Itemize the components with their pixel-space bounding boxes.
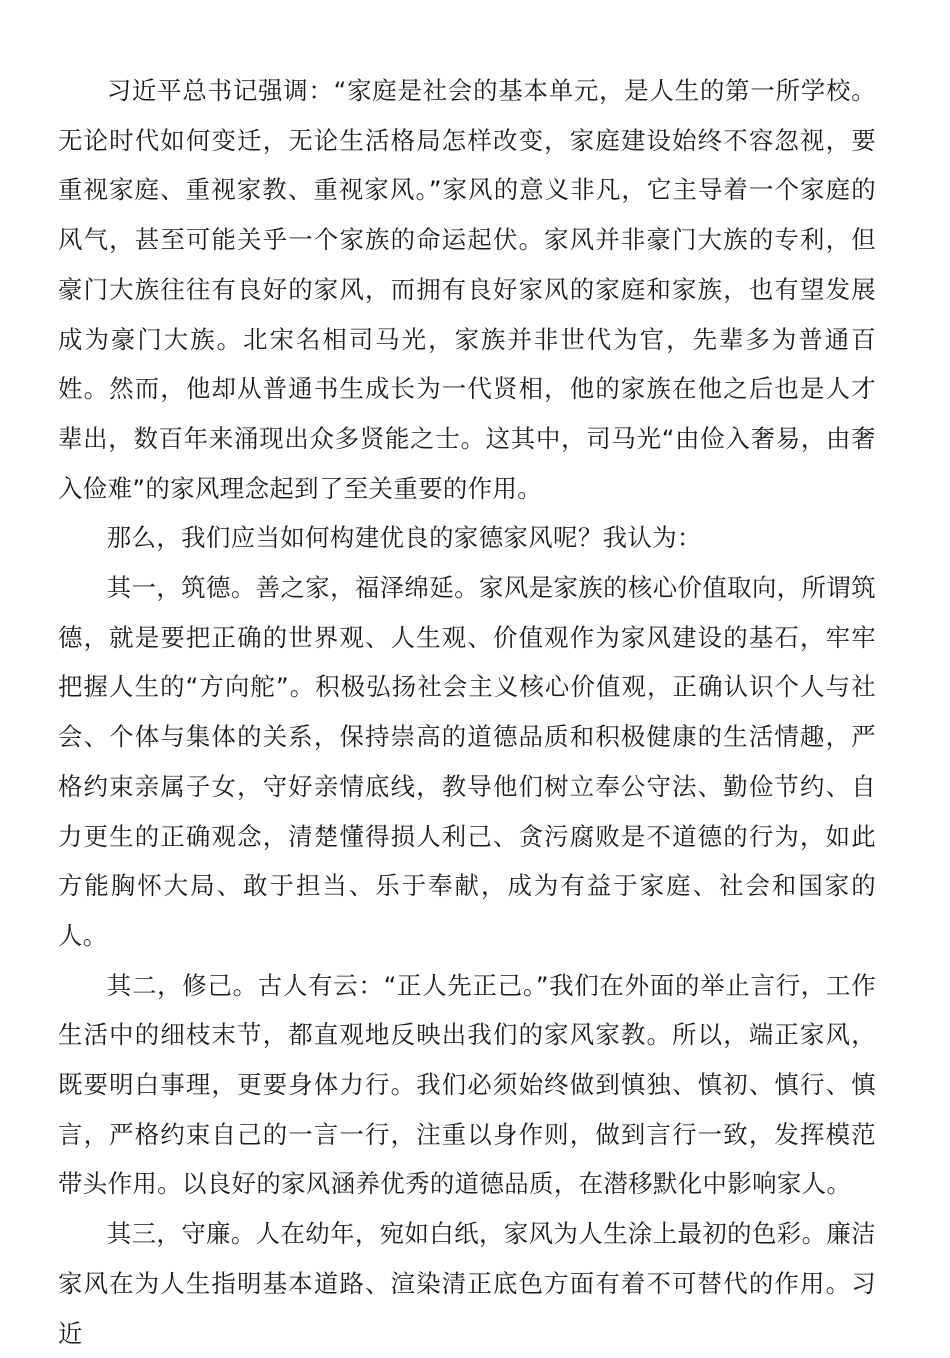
paragraph-intro: 习近平总书记强调：“家庭是社会的基本单元，是人生的第一所学校。无论时代如何变迁，无论生活格局怎样改变，家庭建设始终不容忽视，要重视家庭、重视家教、重视家风。”家风的意义非凡，它主导着一个家庭的风气，甚至可能关乎一个家族的命运起伏。家风并非豪门大族的专利，但豪门大族往往有良好的家风，而拥有良好家风的家庭和家族，也有望发展成为豪门大族。北宋名相司马光，家族并非世代为官，先辈多为普通百姓。然而，他却从普通书生成长为一代贤相，他的家族在他之后也是人才辈出，数百年来涌现出众多贤能之士。这其中，司马光“由俭入奢易，由奢入俭难”的家风理念起到了至关重要的作用。 (58, 76, 876, 503)
document-page (58, 66, 876, 1358)
paragraph-point-one: 其一，筑德。善之家，福泽绵延。家风是家族的核心价值取向，所谓筑德，就是要把正确的世界观、人生观、价值观作为家风建设的基石，牢牢把握人生的“方向舵”。积极弘扬社会主义核心价值观，正确认识个人与社会、个体与集体的关系，保持崇高的道德品质和积极健康的生活情趣，严格约束亲属子女，守好亲情底线，教导他们树立奉公守法、勤俭节约、自力更生的正确观念，清楚懂得损人利己、贪污腐败是不道德的行为，如此方能胸怀大局、敢于担当、乐于奉献，成为有益于家庭、社会和国家的人。 (58, 573, 876, 950)
paragraph-point-three: 其三，守廉。人在幼年，宛如白纸，家风为人生涂上最初的色彩。廉洁家风在为人生指明基本道路、渲染清正底色方面有着不可替代的作用。习近 (58, 1219, 876, 1348)
paragraph-question: 那么，我们应当如何构建优良的家德家风呢？我认为： (106, 523, 702, 553)
paragraph-point-two: 其二，修己。古人有云：“正人先正己。”我们在外面的举止言行，工作生活中的细枝末节，都直观地反映出我们的家风家教。所以，端正家风，既要明白事理，更要身体力行。我们必须始终做到慎独、慎初、慎行、慎言，严格约束自己的一言一行，注重以身作则，做到言行一致，发挥模范带头作用。以良好的家风涵养优秀的道德品质，在潜移默化中影响家人。 (58, 970, 876, 1199)
